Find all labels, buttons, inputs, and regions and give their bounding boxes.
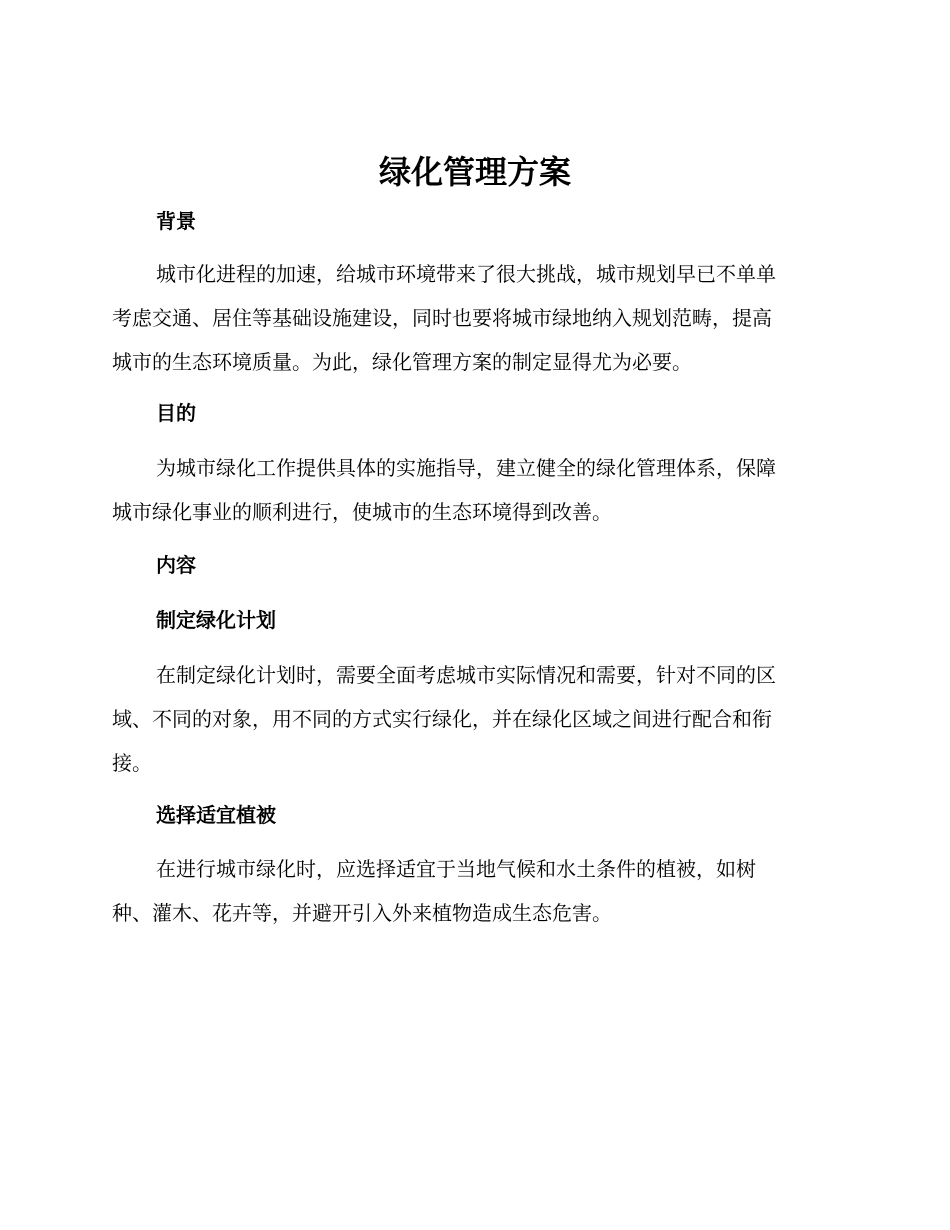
paragraph-line: 在制定绿化计划时，需要全面考虑城市实际情况和需要，针对不同的区 (156, 663, 776, 687)
paragraph-line: 域、不同的对象，用不同的方式实行绿化，并在绿化区域之间进行配合和衔 (112, 707, 772, 731)
section-heading-plan: 制定绿化计划 (156, 608, 276, 632)
section-heading-content: 内容 (156, 553, 196, 577)
paragraph-line: 城市绿化事业的顺利进行，使城市的生态环境得到改善。 (112, 500, 612, 524)
paragraph-line: 种、灌木、花卉等，并避开引入外来植物造成生态危害。 (112, 901, 612, 925)
paragraph-line: 在进行城市绿化时，应选择适宜于当地气候和水土条件的植被，如树 (156, 857, 756, 881)
section-heading-background: 背景 (156, 209, 196, 233)
paragraph-line: 为城市绿化工作提供具体的实施指导，建立健全的绿化管理体系，保障 (156, 456, 776, 480)
document-title: 绿化管理方案 (378, 153, 571, 191)
paragraph-purpose (112, 446, 832, 534)
paragraph-plan (112, 653, 832, 785)
paragraph-line: 城市的生态环境质量。为此，绿化管理方案的制定显得尤为必要。 (112, 350, 692, 374)
paragraph-line: 接。 (112, 751, 152, 775)
section-heading-purpose: 目的 (156, 401, 196, 425)
paragraph-line: 城市化进程的加速，给城市环境带来了很大挑战，城市规划早已不单单 (156, 262, 776, 286)
paragraph-background (112, 252, 832, 384)
section-heading-vegetation: 选择适宜植被 (156, 803, 276, 827)
paragraph-line: 考虑交通、居住等基础设施建设，同时也要将城市绿地纳入规划范畴，提高 (112, 306, 772, 330)
paragraph-vegetation (112, 847, 832, 935)
